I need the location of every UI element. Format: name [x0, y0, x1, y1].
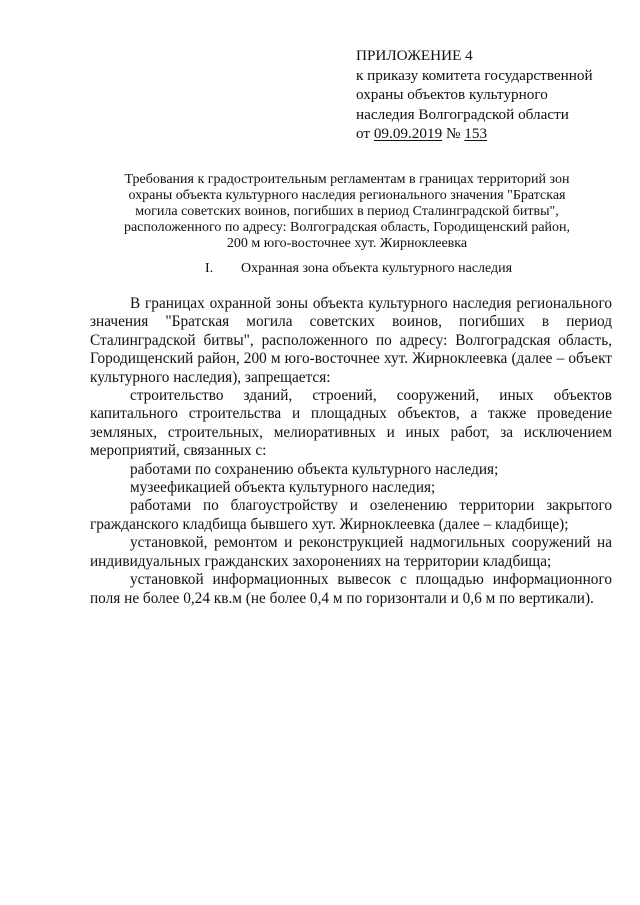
title-line-4: расположенного по адресу: Волгоградская область, Городищенский район,	[123, 220, 571, 235]
title-line-1: Требования к градостроительным регламентам в границах территорий зон	[124, 172, 570, 187]
section-title: Охранная зона объекта культурного наследия	[241, 261, 513, 276]
date-prefix: от	[356, 125, 374, 143]
paragraph-prohibited-construction: строительство зданий, строений, сооружений, иных объектов капитального строительства и площадных объектов, а также проведение земляных, строительных, мелиоративных и иных работ, за исключением мероприятий, связанных с:	[90, 387, 612, 460]
paragraph-exception-gravestones: установкой, ремонтом и реконструкцией надмогильных сооружений на индивидуальных гражданских захоронениях на территории кладбища;	[90, 534, 612, 570]
appendix-line-1: к приказу комитета государственной	[356, 66, 593, 84]
paragraph-exception-museum: музеефикацией объекта культурного наследия;	[130, 479, 436, 497]
order-number: 153	[464, 125, 488, 143]
appendix-header	[356, 46, 626, 144]
appendix-date-line	[356, 124, 626, 144]
appendix-line-3: наследия Волгоградской области	[356, 105, 569, 123]
appendix-title: ПРИЛОЖЕНИЕ 4	[356, 47, 473, 64]
title-line-2: охраны объекта культурного наследия регионального значения "Братская	[128, 188, 566, 203]
title-line-3: могила советских воинов, погибших в период Сталинградской битвы",	[135, 204, 559, 219]
document-body	[90, 295, 612, 608]
paragraph-intro: В границах охранной зоны объекта культурного наследия регионального значения "Братская могила советских воинов, погибших в период Сталинградской битвы", расположенного по адресу: Волгоградская область, Городищенский район, 200 м юго-восточнее хут. Жирноклеевка (далее – объект культурного наследия), запрещается:	[90, 295, 612, 386]
section-heading	[205, 260, 512, 278]
document-title	[100, 172, 594, 252]
title-line-5: 200 м юго-восточнее хут. Жирноклеевка	[226, 236, 468, 251]
appendix-line-2: охраны объектов культурного	[356, 86, 548, 104]
order-date: 09.09.2019	[373, 125, 443, 143]
number-prefix: №	[442, 125, 465, 143]
paragraph-exception-landscaping: работами по благоустройству и озеленению территории закрытого гражданского кладбища бывшего хут. Жирноклеевка (далее – кладбище);	[90, 497, 612, 533]
section-number: I.	[205, 261, 214, 276]
paragraph-exception-preservation: работами по сохранению объекта культурного наследия;	[130, 460, 499, 478]
paragraph-exception-signs: установкой информационных вывесок с площадью информационного поля не более 0,24 кв.м (не более 0,4 м по горизонтали и 0,6 м по вертикали).	[90, 571, 612, 607]
